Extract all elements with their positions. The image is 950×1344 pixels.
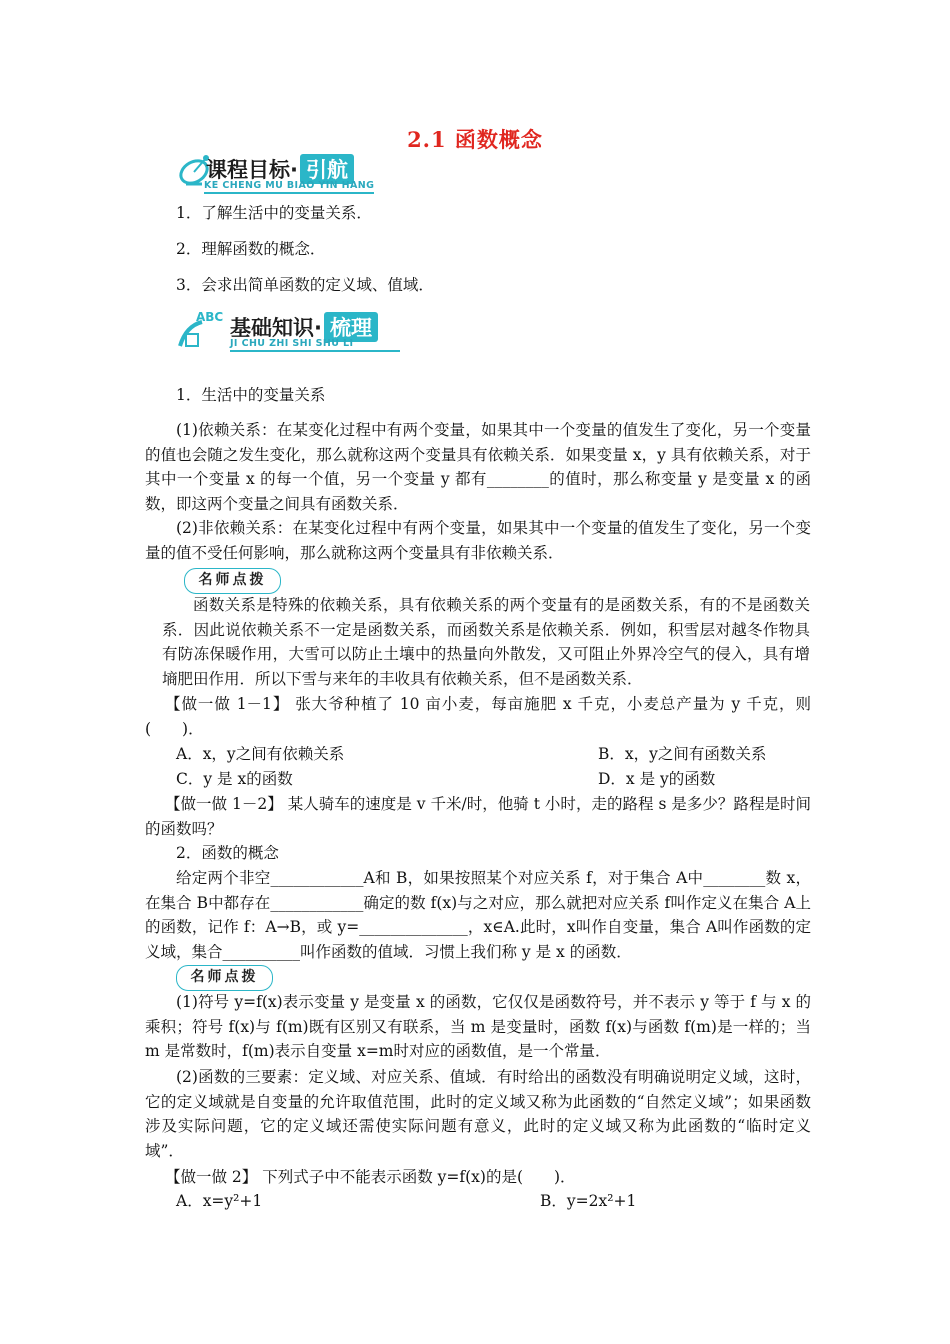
tip-badge: 名师点拨 [184, 568, 281, 594]
section-heading: 1．生活中的变量关系 [176, 386, 326, 404]
exercise-1-1: 【做一做 1－1】 张大爷种植了 10 亩小麦，每亩施肥 x 千克，小麦总产量为 y 千克，则( )． [145, 695, 811, 738]
option-d: D．x 是 y的函数 [598, 770, 716, 788]
banner-underline [204, 192, 374, 194]
abc-blocks-icon [176, 308, 224, 350]
tip-paragraph: 函数关系是特殊的依赖关系，具有依赖关系的两个变量有的是函数关系，有的不是函数关系．因此说依赖关系不一定是函数关系，而函数关系是依赖关系．例如，积雪层对越冬作物具有防冻保暖作用，大雪可以防止土壤中的热量向外散发，又可阻止外界冷空气的侵入，具有增墒肥田作用．所以下雪与来年的丰收具有依赖关系，但不是函数关系． [162, 596, 810, 688]
goal-item: 2．理解函数的概念． [176, 240, 326, 258]
option-c: C．y 是 x的函数 [176, 770, 293, 788]
tip-paragraph: (1)符号 y=f(x)表示变量 y 是变量 x 的函数，它仅仅是函数符号，并不表示 y 等于 f 与 x 的乘积；符号 f(x)与 f(m)既有区别又有联系，当 m 是变量时，函数 f(x)与函数 f(m)是一样的；当 m 是常数时，f(m)表示自变量 x=m时对应的函数值，是一个常量． [145, 993, 811, 1061]
banner-pinyin: JI CHU ZHI SHI SHU LI [230, 338, 354, 349]
svg-text:ABC: ABC [196, 310, 224, 324]
goal-item: 3．会求出简单函数的定义域、值域． [176, 276, 434, 294]
option-b: B．y=2x²+1 [540, 1192, 637, 1210]
exercise-2: 【做一做 2】 下列式子中不能表示函数 y=f(x)的是( )． [165, 1168, 576, 1186]
banner-course-goals [176, 150, 376, 198]
option-a: A．x=y²+1 [176, 1192, 263, 1210]
goal-item: 1．了解生活中的变量关系． [176, 204, 372, 222]
option-b: B．x，y之间有函数关系 [598, 745, 767, 763]
tip-badge: 名师点拨 [176, 965, 273, 991]
paragraph-dependency: (1)依赖关系：在某变化过程中有两个变量，如果其中一个变量的值发生了变化，另一个变量的值也会随之发生变化，那么就称这两个变量具有依赖关系．如果变量 x，y 具有依赖关系，对于其中一个变量 x 的每一个值，另一个变量 y 都有________的值时，那么称变量 y 是变量 x 的函数，即这两个变量之间具有函数关系． [145, 421, 811, 513]
option-a: A．x，y之间有依赖关系 [176, 745, 345, 763]
tip-paragraph: (2)函数的三要素：定义域、对应关系、值域．有时给出的函数没有明确说明定义域，这时，它的定义域就是自变量的允许取值范围，此时的定义域又称为此函数的“自然定义域”；如果函数涉及实际问题，它的定义域还需使实际问题有意义，此时的定义域又称为此函数的“临时定义域”． [145, 1068, 811, 1160]
banner-pinyin: KE CHENG MU BIAO YIN HANG [204, 180, 375, 191]
banner-underline [230, 350, 400, 352]
paragraph-non-dependency: (2)非依赖关系：在某变化过程中有两个变量，如果其中一个变量的值发生了变化，另一个变量的值不受任何影响，那么就称这两个变量具有非依赖关系． [145, 519, 811, 562]
exercise-1-2: 【做一做 1－2】 某人骑车的速度是 v 千米/时，他骑 t 小时，走的路程 s 是多少？路程是时间的函数吗？ [145, 795, 811, 838]
banner-title: 基础知识· 梳理 [230, 312, 378, 342]
banner-title: 课程目标· 引航 [206, 154, 354, 184]
banner-basic-knowledge [176, 308, 406, 356]
section-heading: 2．函数的概念 [176, 844, 279, 862]
page-title: 2.1 函数概念 [407, 127, 543, 152]
paragraph-function-definition: 给定两个非空____________A和 B，如果按照某个对应关系 f，对于集合 A中________数 x，在集合 B中都存在____________确定的数 f(x)与之对应，那么就把对应关系 f叫作定义在集合 A上的函数，记作 f：A→B，或 y=______________，x∈A.此时，x叫作自变量，集合 A叫作函数的定义域，集合__________叫作函数的值域．习惯上我们称 y 是 x 的函数． [145, 869, 811, 961]
